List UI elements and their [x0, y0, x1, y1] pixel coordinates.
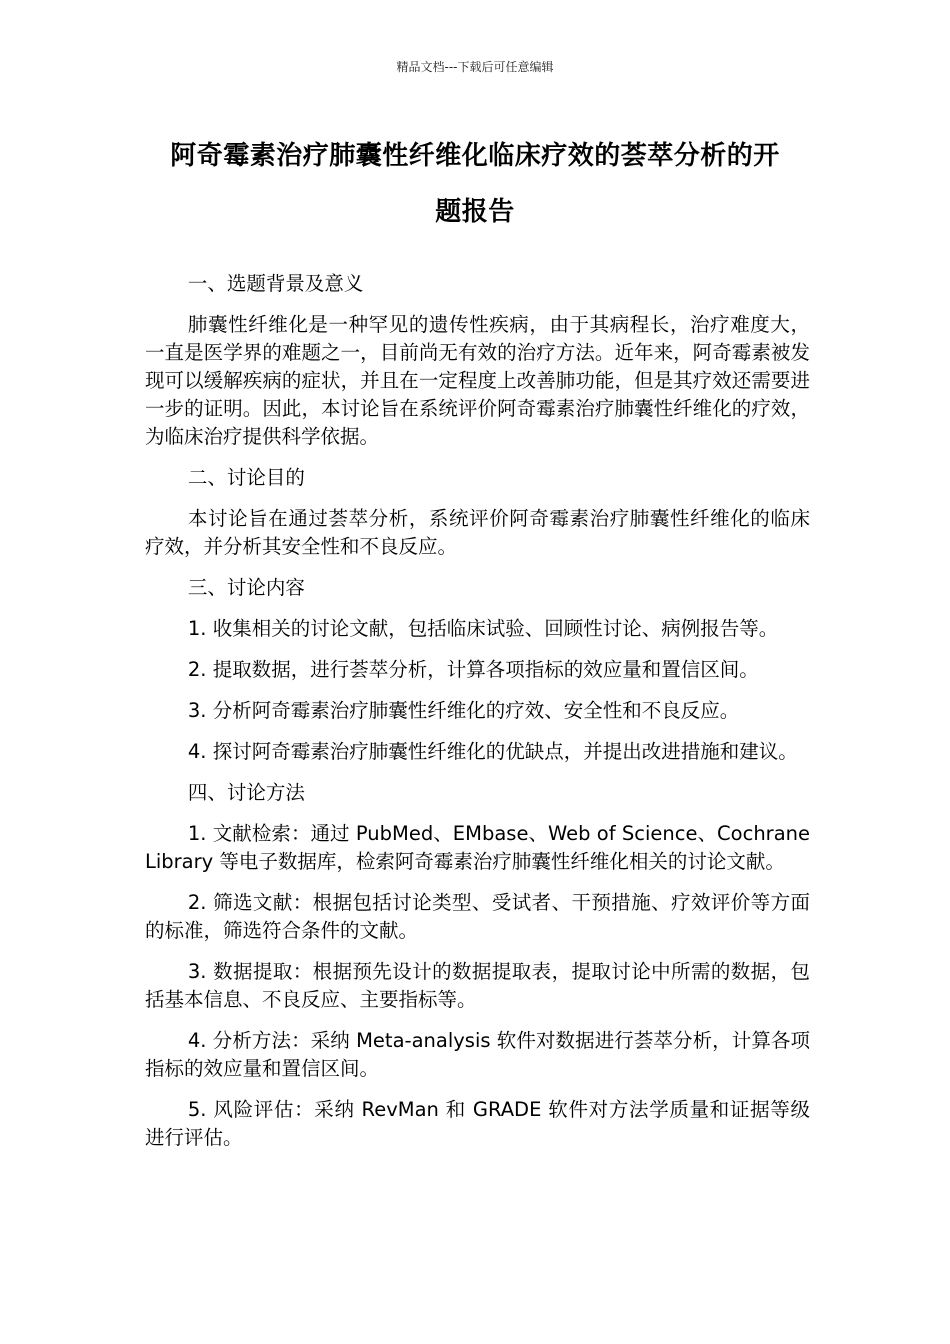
- document-title-line-2: 题报告: [435, 197, 515, 227]
- list-item: 1. 收集相关的讨论文献，包括临床试验、回顾性讨论、病例报告等。: [187, 617, 779, 640]
- body-paragraph: 本讨论旨在通过荟萃分析，系统评价阿奇霉素治疗肺囊性纤维化的临床疗效，并分析其安全性和不良反应。: [145, 507, 810, 558]
- list-item: 5. 风险评估：采纳 RevMan 和 GRADE 软件对方法学质量和证据等级进行评估。: [145, 1098, 810, 1149]
- document-body: [145, 270, 810, 1165]
- section-heading-purpose: 二、讨论目的: [187, 466, 305, 489]
- document-title: [140, 128, 810, 240]
- list-item: 1. 文献检索：通过 PubMed、EMbase、Web of Science、Cochrane Library 等电子数据库，检索阿奇霉素治疗肺囊性纤维化相关的讨论文献。: [145, 822, 810, 873]
- list-item: 2. 筛选文献：根据包括讨论类型、受试者、干预措施、疗效评价等方面的标准，筛选符合条件的文献。: [145, 891, 810, 942]
- section-heading-methods: 四、讨论方法: [187, 781, 305, 804]
- list-item: 3. 分析阿奇霉素治疗肺囊性纤维化的疗效、安全性和不良反应。: [187, 699, 740, 722]
- list-item: 2. 提取数据，进行荟萃分析，计算各项指标的效应量和置信区间。: [187, 658, 759, 681]
- document-title-line-1: 阿奇霉素治疗肺囊性纤维化临床疗效的荟萃分析的开: [170, 141, 780, 171]
- list-item: 4. 分析方法：采纳 Meta-analysis 软件对数据进行荟萃分析，计算各项指标的效应量和置信区间。: [145, 1029, 810, 1080]
- section-heading-background: 一、选题背景及意义: [187, 272, 364, 295]
- list-item: 4. 探讨阿奇霉素治疗肺囊性纤维化的优缺点，并提出改进措施和建议。: [187, 740, 798, 763]
- page-header-note: 精品文档---下载后可任意编辑: [396, 60, 554, 74]
- body-paragraph: 肺囊性纤维化是一种罕见的遗传性疾病，由于其病程长，治疗难度大，一直是医学界的难题之一，目前尚无有效的治疗方法。近年来，阿奇霉素被发现可以缓解疾病的症状，并且在一定程度上改善肺功能，但是其疗效还需要进一步的证明。因此，本讨论旨在系统评价阿奇霉素治疗肺囊性纤维化的疗效，为临床治疗提供科学依据。: [145, 313, 810, 448]
- section-heading-content: 三、讨论内容: [187, 576, 305, 599]
- list-item: 3. 数据提取：根据预先设计的数据提取表，提取讨论中所需的数据，包括基本信息、不良反应、主要指标等。: [145, 960, 810, 1011]
